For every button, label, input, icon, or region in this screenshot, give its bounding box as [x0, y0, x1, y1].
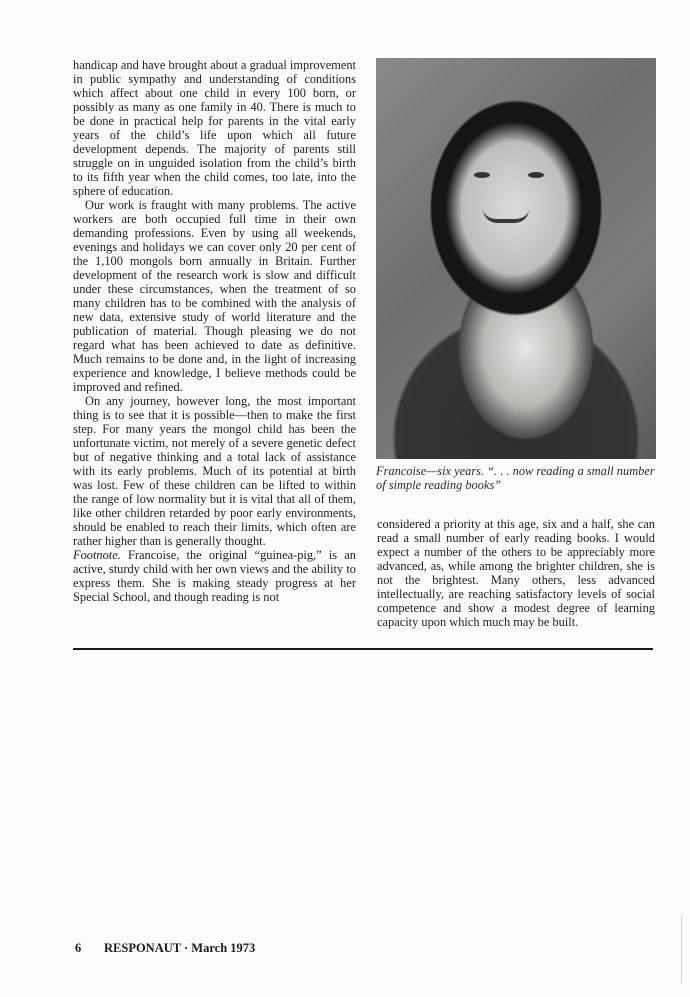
paragraph-journey: On any journey, however long, the most important thing is to see that it is possible—then to make the first step. For many years the mongol child has been the unfortunate victim, not merely of a severe genetic defect but of negative thinking and a total lack of assistance with its early problems. Much of its potential at birth was lost. Few of these children can be lifted to within the range of low normality but it is vital that all of them, like other children retarded by poor early environments, should be enabled to reach their limits, which often are rather higher than is generally thought.	[73, 394, 356, 548]
section-divider	[73, 648, 653, 650]
photo-eye-right	[528, 172, 544, 178]
footnote-label: Footnote.	[73, 548, 121, 562]
paragraph-problems: Our work is fraught with many problems. The active workers are both occupied full time in their own demanding professions. Even by using all weekends, evenings and holidays we can cover only 20 per cent of the 1,100 mongols born annually in Britain. Further development of the research work is slow and difficult under these circumstances, when the treatment of so many children has to be combined with the analysis of new data, extensive study of world literature and the publication of material. Though pleasing we do not regard what has been achieved to date as definitive. Much remains to be done and, in the light of increasing experience and knowledge, I believe methods could be improved and refined.	[73, 198, 356, 394]
footnote	[73, 548, 356, 604]
photo-caption: Francoise—six years. “. . . now reading a small number of simple reading books”	[376, 464, 655, 493]
photo-francoise	[376, 58, 656, 459]
scan-margin-mark	[681, 915, 682, 983]
photo-smile	[483, 209, 529, 223]
left-column	[73, 58, 356, 604]
page-footer	[75, 941, 255, 956]
publication-line: RESPONAUT · March 1973	[104, 941, 256, 955]
right-column-figure	[376, 58, 656, 492]
footnote-text: Francoise, the original “guinea-pig,” is an active, sturdy child with her own views and the ability to express them. She is making steady progress at her Special School, and though reading is not	[73, 548, 356, 604]
photo-eye-left	[474, 172, 490, 178]
paragraph-continuation: considered a priority at this age, six and a half, she can read a small number of early reading books. I would expect a number of the others to be appreciably more advanced, as, while among the brighter children, she is not the brightest. Many others, less advanced intellectually, are reaching satisfactory levels of social competence and show a modest degree of learning capacity upon which much may be built.	[377, 517, 655, 629]
page-number: 6	[75, 941, 82, 955]
paragraph-intro: handicap and have brought about a gradual improvement in public sympathy and understanding of conditions which affect about one child in every 100 born, or possibly as many as one family in 40. There is much to be done in practical help for parents in the vital early years of the child’s life upon which all future development depends. The majority of parents still struggle on in unguided isolation from the child’s birth to its fifth year when the child comes, too late, into the sphere of education.	[73, 58, 356, 198]
right-column-text	[377, 517, 655, 629]
